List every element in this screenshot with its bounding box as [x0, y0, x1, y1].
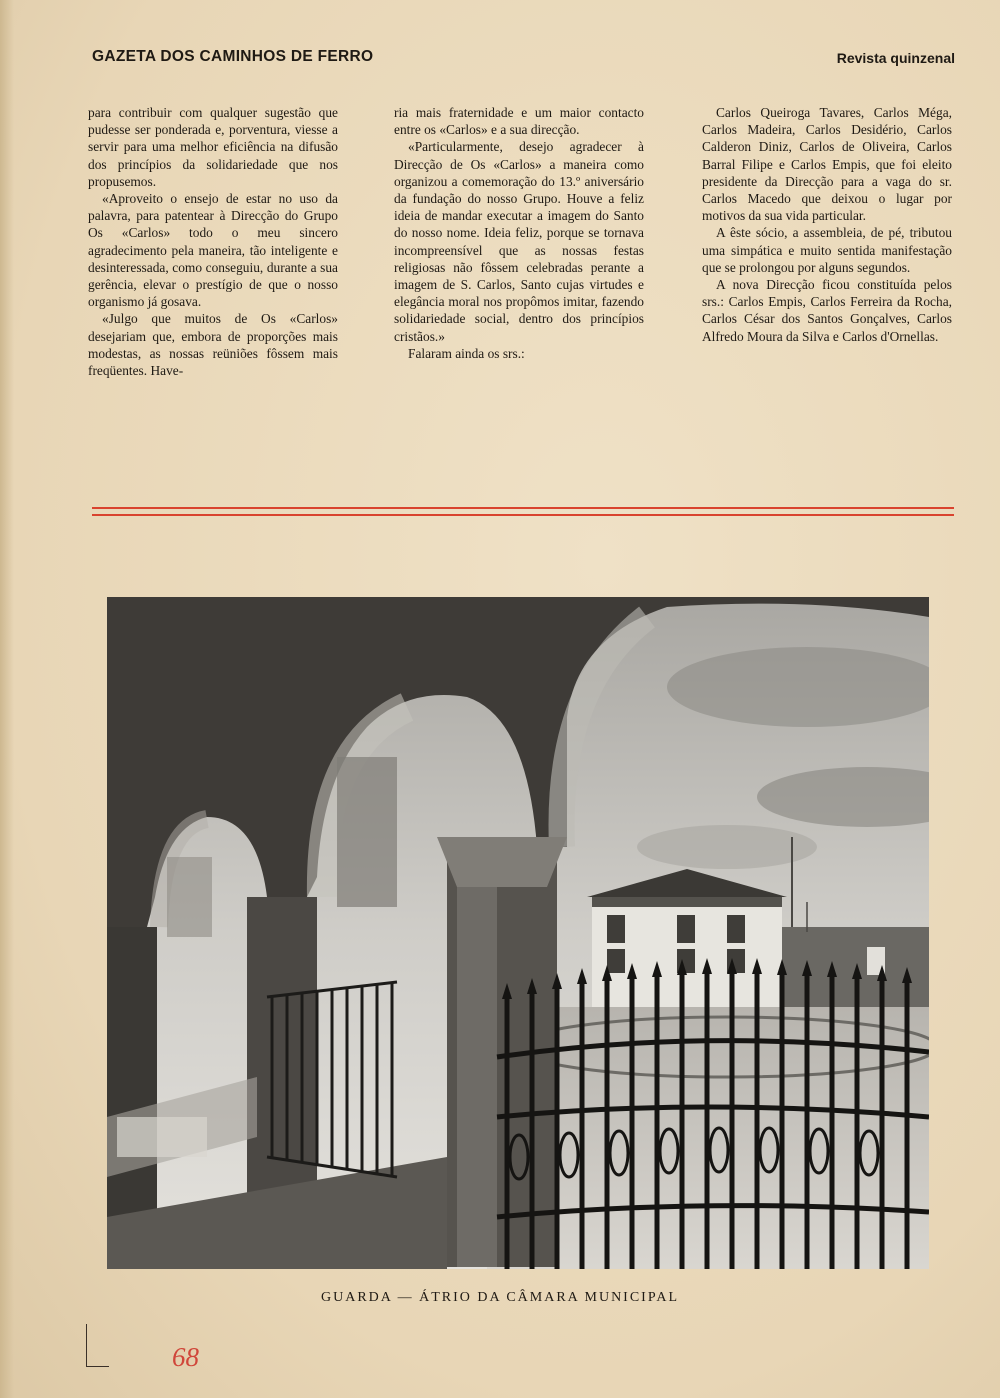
publication-subtitle: Revista quinzenal: [836, 50, 955, 66]
corner-crop-mark: [86, 1324, 109, 1367]
red-divider-rule: [92, 514, 954, 516]
paragraph: «Julgo que muitos de Os «Carlos» desejariam que, embora de proporções mais modestas, as nossas reüniões fôssem mais freqüentes. Have-: [88, 311, 338, 379]
text-column-1: [88, 104, 338, 379]
page-header: [92, 48, 955, 70]
paragraph: «Particularmente, desejo agradecer à Direcção de Os «Carlos» a maneira como organizou a comemoração do 13.º aniversário da fundação do nosso Grupo. Houve a feliz ideia de mandar executar a imagem do Santo do nosso nome. Ideia feliz, porque se tornava incompreensível que as nossas festas religiosas não fôssem celebradas perante a imagem de S. Carlos, Santo cujas virtudes e elegância moral nos propômos imitar, fazendo solidariedade social, dentro dos princípios cristãos.»: [394, 139, 644, 344]
paragraph: A êste sócio, a assembleia, de pé, tributou uma simpática e muito sentida manifestação que se prolongou por alguns segundos.: [702, 225, 952, 275]
photo-caption: GUARDA — ÁTRIO DA CÂMARA MUNICIPAL: [320, 1290, 679, 1305]
paragraph: Falaram ainda os srs.:: [408, 345, 525, 361]
atrium-photo-illustration: [107, 597, 929, 1269]
page-number: 68: [172, 1342, 199, 1372]
red-divider-rule: [92, 507, 954, 509]
paragraph: «Aproveito o ensejo de estar no uso da palavra, para patentear à Direcção do Grupo Os «Carlos» todo o meu sincero agradecimento pela maneira, tão inteligente e desinteressada, como conseguiu, durante a sua gerência, elevar o prestígio de que o nosso organismo já gosava.: [88, 191, 338, 310]
publication-title: GAZETA DOS CAMINHOS DE FERRO: [92, 48, 374, 65]
text-column-2: [394, 104, 644, 362]
paragraph: para contribuir com qualquer sugestão que pudesse ser ponderada e, porventura, viesse a servir para uma melhor eficiência na difusão dos princípios da solidariedade que nos propusemos.: [88, 105, 338, 189]
photograph-atrium: [107, 597, 929, 1269]
paragraph: A nova Direcção ficou constituída pelos srs.: Carlos Empis, Carlos Ferreira da Rocha, Carlos César dos Santos Gonçalves, Carlos Alfredo Moura da Silva e Carlos d'Ornellas.: [702, 277, 952, 344]
page-edge-shadow: [0, 0, 14, 1398]
text-column-3: [702, 104, 952, 345]
paragraph: Carlos Queiroga Tavares, Carlos Méga, Carlos Madeira, Carlos Desidério, Carlos Calderon Diniz, Carlos de Oliveira, Carlos Barral Filipe e Carlos Empis, que foi eleito presidente da Direcção para a vaga do sr. Carlos Macedo que deixou o lugar por motivos da sua vida particular.: [702, 105, 952, 224]
paragraph: ria mais fraternidade e um maior contacto entre os «Carlos» e a sua direcção.: [394, 105, 644, 138]
